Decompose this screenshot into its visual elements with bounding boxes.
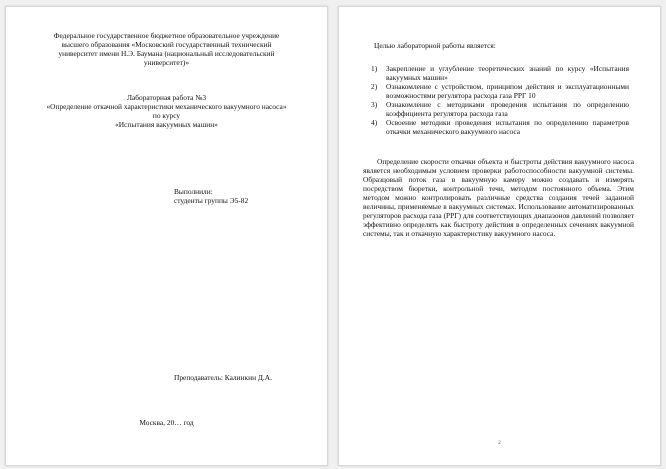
page-number: 2 bbox=[498, 441, 501, 446]
organization-header bbox=[28, 31, 305, 67]
executed-group: студенты группы Э5-82 bbox=[174, 196, 249, 205]
executed-label: Выполнили: bbox=[174, 187, 213, 196]
lab-title-block bbox=[28, 93, 305, 129]
goal-item bbox=[371, 118, 629, 136]
city-year: Москва, 20… год bbox=[139, 418, 194, 427]
lab-line: по курсу bbox=[152, 111, 181, 120]
paragraph-text: Определение скорости откачки объекта и быстроты действия вакуумного насоса является необходимым условием проверки работоспособности вакуумной системы. Образцовый поток газа в вакуумную камеру можно создавать и измерять посредством бюретки, контрольной течи, методом постоянного объема. Этим методом можно контролировать различные средства создания течей заданной величины, применяемые в вакуумных системах. Использование автоматизированных регуляторов расхода газа (РРГ) для соответствующих диапазонов давлений позволяет эффективно определять как быстроту действия в определенных сечениях вакуумной системы, так и откачную характеристику вакуумного насоса. bbox=[363, 157, 634, 238]
goal-number: 4) bbox=[371, 118, 378, 127]
lab-line: «Определение откачной характеристики механического вакуумного насоса» bbox=[46, 102, 287, 111]
body-paragraph bbox=[363, 157, 634, 238]
goal-text: Ознакомление с методиками проведения испытания по определению коэффициента регулятора расхода газа bbox=[386, 100, 629, 118]
goals-list bbox=[371, 64, 629, 136]
document-page-1 bbox=[5, 6, 328, 466]
goal-number: 2) bbox=[371, 82, 378, 91]
goal-item bbox=[371, 82, 629, 100]
executed-by-block bbox=[174, 187, 248, 205]
goal-text: Ознакомление с устройством, принципом действия и эксплуатационными возможностями регулятора расхода газа РРГ 10 bbox=[386, 82, 629, 100]
document-page-2 bbox=[338, 6, 661, 466]
org-line: высшего образования «Московский государственный технический bbox=[61, 40, 272, 49]
lab-line: Лабораторная работа №3 bbox=[126, 93, 207, 102]
org-line: университет имени Н.Э. Баумана (национальный исследовательский bbox=[58, 49, 275, 58]
goal-number: 1) bbox=[371, 64, 378, 73]
teacher-line: Преподаватель: Калинкин Д.А. bbox=[174, 373, 272, 382]
goal-text: Освоение методики проведения испытания по определению параметров откачки механического вакуумного насоса bbox=[386, 118, 629, 136]
org-line: Федеральное государственное бюджетное образовательное учреждение bbox=[53, 31, 280, 40]
goal-number: 3) bbox=[371, 100, 378, 109]
org-line: университет)» bbox=[143, 58, 190, 67]
lab-line: «Испытания вакуумных машин» bbox=[115, 120, 218, 129]
goal-item bbox=[371, 64, 629, 82]
goal-title: Целью лабораторной работы является: bbox=[374, 41, 496, 50]
goal-item bbox=[371, 100, 629, 118]
goal-text: Закрепление и углубление теоретических знаний по курсу «Испытания вакуумных машин» bbox=[386, 64, 629, 82]
